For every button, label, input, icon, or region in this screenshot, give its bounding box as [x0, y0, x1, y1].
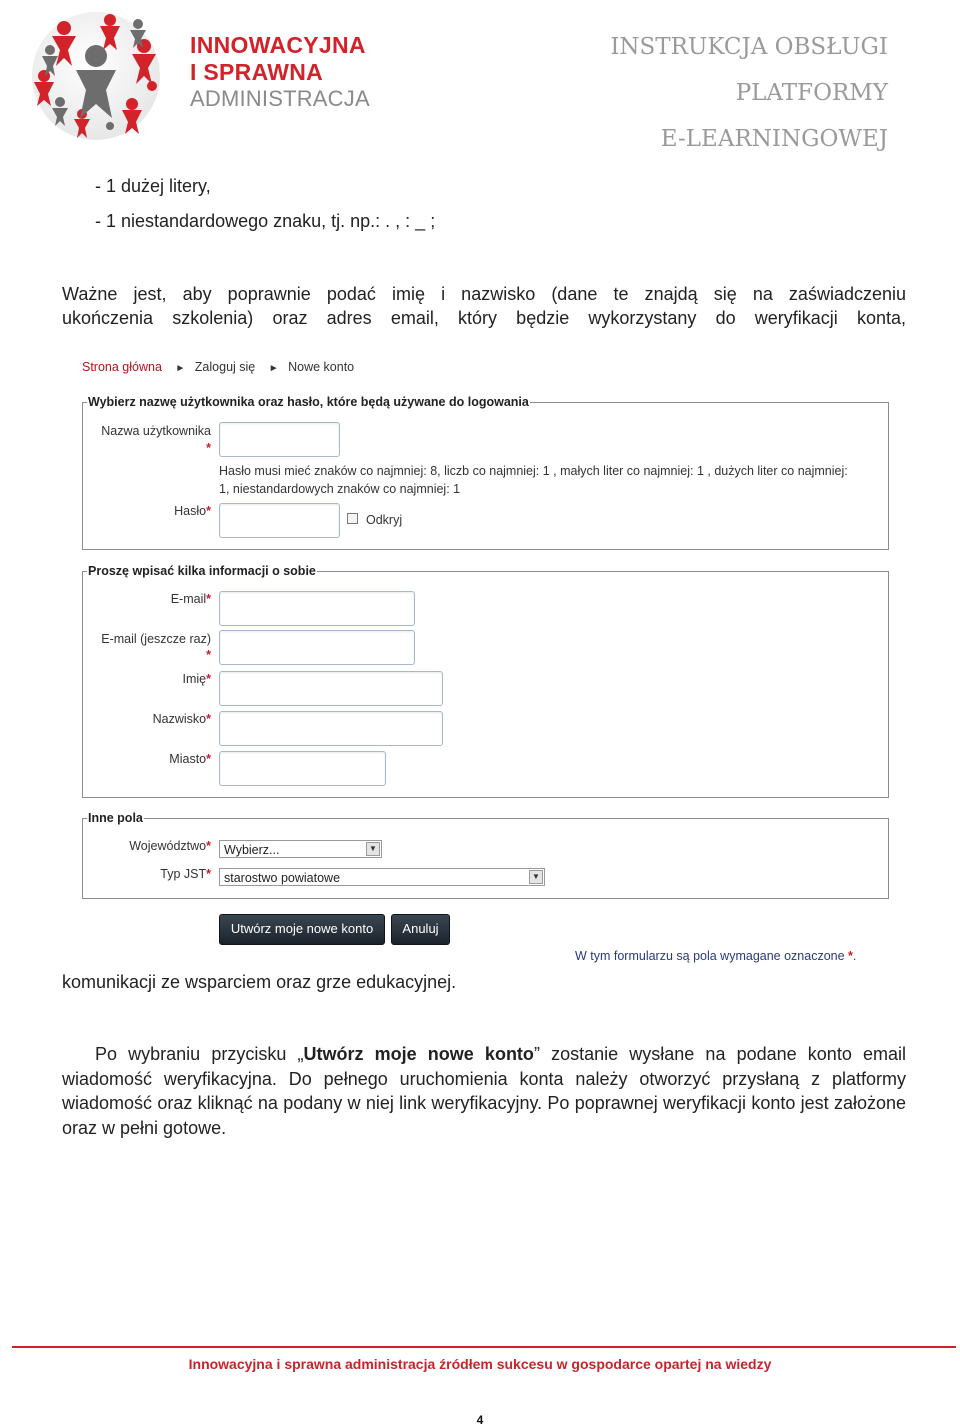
required-star-icon: *	[206, 867, 211, 881]
password-requirements-hint: Hasło musi mieć znaków co najmniej: 8, liczb co najmniej: 1 , małych liter co najmniej: 1 , dużych liter co najmniej: 1, niestandardowych znaków co najmniej: 1	[219, 464, 848, 496]
page-number: 4	[476, 1413, 484, 1427]
required-star-icon: *	[206, 504, 211, 518]
city-label: Miasto*	[169, 752, 211, 766]
required-star-icon: *	[206, 648, 211, 662]
document-title-line-3: E-LEARNINGOWEJ	[660, 126, 888, 152]
fieldset-other-legend: Inne pola	[88, 811, 143, 825]
required-star-icon: *	[848, 949, 853, 963]
breadcrumb-new-account: Nowe konto	[288, 360, 355, 374]
logo-line-2: I SPRAWNA	[190, 59, 324, 85]
province-label: Województwo*	[129, 839, 211, 853]
logo-line-3: ADMINISTRACJA	[190, 86, 370, 111]
province-select[interactable]: Wybierz... ▼	[219, 840, 382, 858]
document-title-line-2: PLATFORMY	[735, 80, 888, 106]
email-again-label: E-mail (jeszcze raz)	[101, 632, 211, 646]
communication-line: komunikacji ze wsparciem oraz grze edukacyjnej.	[62, 972, 457, 992]
jst-type-select[interactable]: starostwo powiatowe ▼	[219, 868, 545, 886]
intro-line-1: Ważne jest, aby poprawnie podać imię i nazwisko (dane te znajdą się na zaświadczeniu	[62, 284, 906, 304]
breadcrumb-home-link[interactable]: Strona główna	[82, 360, 162, 374]
footer-divider	[12, 1346, 956, 1348]
last-name-input[interactable]	[219, 711, 443, 746]
document-title-line-1: INSTRUKCJA OBSŁUGI	[610, 34, 888, 60]
username-input[interactable]	[219, 422, 340, 457]
email-again-input[interactable]	[219, 630, 415, 665]
breadcrumb-arrow-icon: ►	[268, 363, 279, 374]
footer-slogan: Innowacyjna i sprawna administracja źródłem sukcesu w gospodarce opartej na wiedzy	[188, 1356, 772, 1372]
logo-emblem	[24, 6, 174, 146]
dropdown-arrow-icon: ▼	[366, 842, 380, 856]
reveal-password-label: Odkryj	[366, 513, 403, 527]
reveal-password-checkbox[interactable]	[347, 513, 358, 524]
logo-line-1: INNOWACYJNA	[190, 32, 366, 58]
last-name-label: Nazwisko*	[152, 712, 211, 726]
dropdown-arrow-icon: ▼	[529, 870, 543, 884]
create-account-button[interactable]: Utwórz moje nowe konto	[219, 914, 385, 945]
password-label: Hasło*	[174, 504, 211, 518]
username-label: Nazwa użytkownika	[101, 424, 211, 438]
create-account-bold: Utwórz moje nowe konto	[303, 1044, 534, 1064]
first-name-input[interactable]	[219, 671, 443, 706]
intro-line-2: ukończenia szkolenia) oraz adres email, który będzie wykorzystany do weryfikacji konta,	[62, 308, 906, 328]
breadcrumb-arrow-icon: ►	[175, 363, 186, 374]
logo-people-sphere-icon	[24, 6, 174, 146]
logo-wordmark	[190, 34, 370, 110]
required-star-icon: *	[206, 672, 211, 686]
required-star-icon: *	[206, 752, 211, 766]
document-title	[610, 24, 888, 162]
email-label: E-mail*	[170, 592, 211, 606]
fieldset-login-legend: Wybierz nazwę użytkownika oraz hasło, które będą używane do logowania	[88, 395, 529, 409]
required-star-icon: *	[206, 712, 211, 726]
required-fields-note: W tym formularzu są pola wymagane oznaczone *.	[575, 949, 857, 963]
required-star-icon: *	[206, 441, 211, 455]
bullet-uppercase: - 1 dużej litery,	[95, 176, 211, 196]
breadcrumb	[82, 360, 354, 374]
required-star-icon: *	[206, 839, 211, 853]
bullet-special-char: - 1 niestandardowego znaku, tj. np.: . , : _ ;	[95, 211, 436, 231]
email-input[interactable]	[219, 591, 415, 626]
jst-type-label: Typ JST*	[160, 867, 211, 881]
city-input[interactable]	[219, 751, 386, 786]
verification-paragraph: Po wybraniu przycisku „Utwórz moje nowe konto” zostanie wysłane na podane konto email wiadomość weryfikacyjna. Do pełnego uruchomienia konta należy otworzyć przysłaną z platformy wiadomość oraz kliknąć na podany w niej link weryfikacyjny. Po poprawnej weryfikacji konto jest założone oraz w pełni gotowe.	[62, 1044, 906, 1138]
first-name-label: Imię*	[182, 672, 211, 686]
cancel-button[interactable]: Anuluj	[391, 914, 450, 945]
password-input[interactable]	[219, 503, 340, 538]
required-star-icon: *	[206, 592, 211, 606]
breadcrumb-login-link[interactable]: Zaloguj się	[194, 360, 256, 374]
fieldset-personal-info-legend: Proszę wpisać kilka informacji o sobie	[88, 564, 316, 578]
